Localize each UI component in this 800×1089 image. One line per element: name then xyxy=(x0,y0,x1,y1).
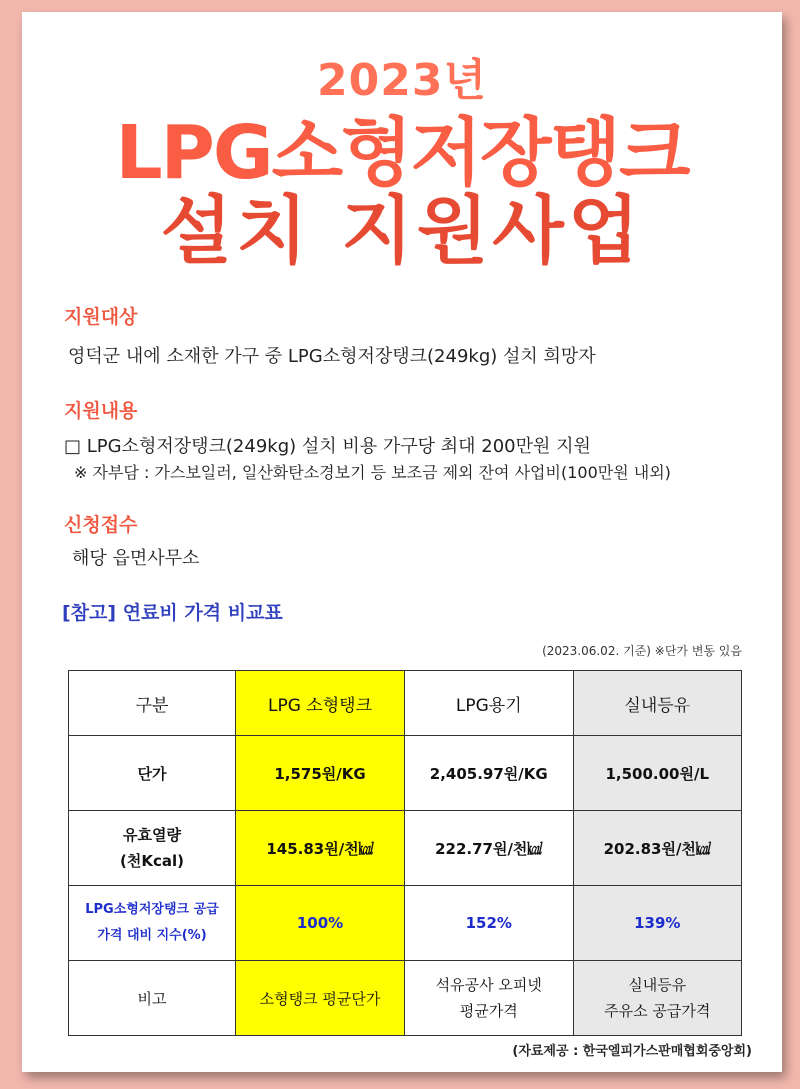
table-cell: 100% xyxy=(236,886,405,961)
table-cell: 소형탱크 평균단가 xyxy=(236,961,405,1036)
cell-line: 주유소 공급가격 xyxy=(604,1002,711,1020)
data-source: (자료제공 : 한국엘피가스판매협회중앙회) xyxy=(512,1044,752,1059)
cell-line: 석유공사 오피넷 xyxy=(435,976,542,994)
poster xyxy=(22,12,782,1072)
header-cell: 실내등유 xyxy=(573,671,742,736)
price-comparison-table xyxy=(68,670,742,1036)
table-cell: 2,405.97원/KG xyxy=(405,736,574,811)
table-cell xyxy=(573,961,742,1036)
poster-title: LPG소형저장탱크 xyxy=(115,110,689,196)
apply-text: 해당 읍면사무소 xyxy=(72,548,200,569)
cell-line: 실내등유 xyxy=(628,976,687,994)
row-label-line: 유효열량 xyxy=(123,826,181,844)
row-label-line: LPG소형저장탱크 공급 xyxy=(85,902,219,917)
header-cell: 구분 xyxy=(69,671,236,736)
target-text: 영덕군 내에 소재한 가구 중 LPG소형저장탱크(249kg) 설치 희망자 xyxy=(68,346,596,367)
row-label xyxy=(69,811,236,886)
row-label: 단가 xyxy=(69,736,236,811)
header-cell: LPG용기 xyxy=(405,671,574,736)
cell-line: 평균가격 xyxy=(459,1002,518,1020)
table-cell: 145.83원/천㎉ xyxy=(236,811,405,886)
content-heading: 지원내용 xyxy=(64,400,138,422)
date-note: (2023.06.02. 기준) ※단가 변동 있음 xyxy=(542,644,742,658)
table-header-row xyxy=(69,671,742,736)
table-row xyxy=(69,961,742,1036)
table-cell: 202.83원/천㎉ xyxy=(573,811,742,886)
row-label-line: 가격 대비 지수(%) xyxy=(97,928,207,943)
target-heading: 지원대상 xyxy=(64,306,138,328)
table-cell: 139% xyxy=(573,886,742,961)
table-row xyxy=(69,886,742,961)
table-cell xyxy=(405,961,574,1036)
content-text: □ LPG소형저장탱크(249kg) 설치 비용 가구당 최대 200만원 지원 xyxy=(64,436,591,457)
table-row xyxy=(69,736,742,811)
row-label: 비고 xyxy=(69,961,236,1036)
poster-year: 2023년 xyxy=(317,55,487,106)
table-row xyxy=(69,811,742,886)
poster-subtitle: 설치 지원사업 xyxy=(160,188,644,274)
table-cell: 1,500.00원/L xyxy=(573,736,742,811)
header-cell: LPG 소형탱크 xyxy=(236,671,405,736)
row-label xyxy=(69,886,236,961)
content-note: ※ 자부담 : 가스보일러, 일산화탄소경보기 등 보조금 제외 잔여 사업비(100만원 내외) xyxy=(74,463,671,482)
row-label-line: (천Kcal) xyxy=(120,852,184,870)
price-comparison-panel xyxy=(62,624,762,1064)
table-cell: 1,575원/KG xyxy=(236,736,405,811)
apply-heading: 신청접수 xyxy=(64,514,138,536)
table-cell: 222.77원/천㎉ xyxy=(405,811,574,886)
table-cell: 152% xyxy=(405,886,574,961)
reference-heading: [참고] 연료비 가격 비교표 xyxy=(62,602,283,624)
